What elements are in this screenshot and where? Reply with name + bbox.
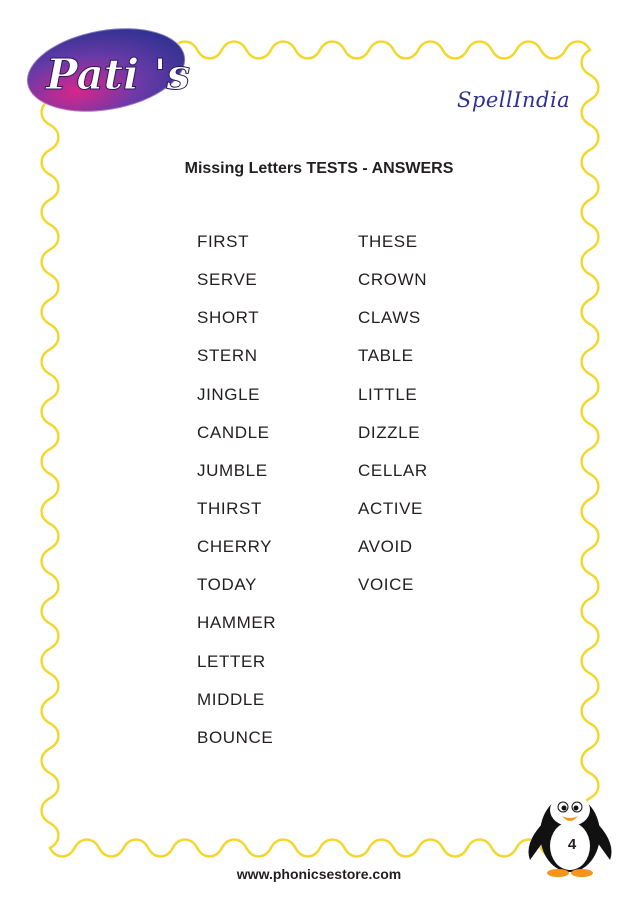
- logo: [22, 22, 192, 116]
- answer-word: CANDLE: [197, 422, 270, 442]
- answer-word: TABLE: [358, 346, 414, 366]
- answer-word: TODAY: [197, 575, 257, 595]
- penguin-mascot: [518, 774, 622, 878]
- answer-word: CELLAR: [358, 460, 428, 480]
- answer-word: CHERRY: [197, 537, 273, 557]
- answer-word: LETTER: [197, 651, 266, 671]
- answer-word: CLAWS: [358, 308, 421, 328]
- answer-word: THESE: [358, 232, 418, 251]
- answer-word: JINGLE: [197, 384, 261, 404]
- answer-word: MIDDLE: [197, 689, 265, 709]
- answer-word: BOUNCE: [197, 727, 274, 747]
- answer-word: LITTLE: [358, 384, 418, 404]
- answer-word: SHORT: [197, 308, 260, 328]
- answer-word: SERVE: [197, 270, 258, 290]
- answers-column-1: [197, 229, 276, 763]
- answer-word: DIZZLE: [358, 422, 421, 442]
- answer-word: JUMBLE: [197, 460, 268, 480]
- logo-text: Pati 's: [46, 50, 191, 99]
- answer-word: HAMMER: [197, 613, 277, 633]
- brand-name: SpellIndia: [457, 88, 571, 112]
- answer-word: CROWN: [358, 270, 428, 290]
- answer-word: FIRST: [197, 232, 250, 251]
- page-number: 4: [567, 836, 577, 853]
- answer-word: THIRST: [197, 498, 262, 518]
- footer-url[interactable]: www.phonicsestore.com: [236, 866, 402, 882]
- answers-column-2: [358, 229, 428, 610]
- answer-word: AVOID: [358, 537, 413, 557]
- page-title: Missing Letters TESTS - ANSWERS: [184, 160, 454, 177]
- answer-word: STERN: [197, 346, 258, 366]
- answer-word: ACTIVE: [358, 498, 424, 518]
- answer-word: VOICE: [358, 575, 414, 595]
